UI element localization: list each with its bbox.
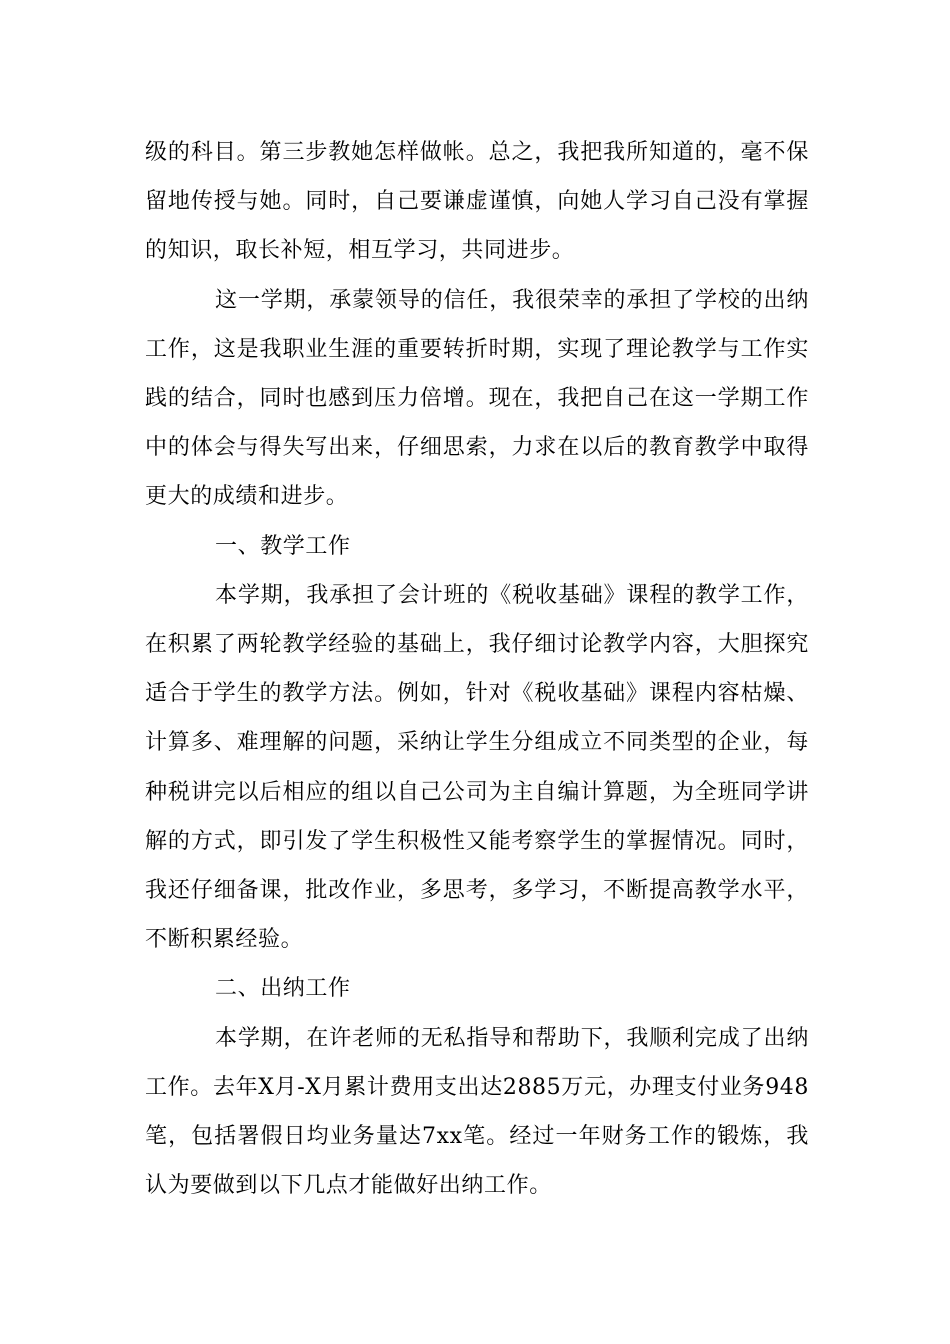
paragraph-intro: 这一学期，承蒙领导的信任，我很荣幸的承担了学校的出纳工作，这是我职业生涯的重要转折时期，实现了理论教学与工作实践的结合，同时也感到压力倍增。现在，我把自己在这一学期工作中的体会与得失写出来，仔细思索，力求在以后的教育教学中取得更大的成绩和进步。 xyxy=(145,287,809,510)
paragraph-cashier: 本学期，在许老师的无私指导和帮助下，我顺利完成了出纳工作。去年X月-X月累计费用支出达2885万元，办理支付业务948笔，包括署假日均业务量达7xx笔。经过一年财务工作的锻炼，我认为要做到以下几点才能做好出纳工作。 xyxy=(145,1025,809,1199)
section-heading-teaching: 一、教学工作 xyxy=(215,533,351,559)
paragraph-teaching: 本学期，我承担了会计班的《税收基础》课程的教学工作，在积累了两轮教学经验的基础上，我仔细讨论教学内容，大胆探究适合于学生的教学方法。例如，针对《税收基础》课程内容枯燥、计算多、难理解的问题，采纳让学生分组成立不同类型的企业，每种税讲完以后相应的组以自己公司为主自编计算题，为全班同学讲解的方式，即引发了学生积极性又能考察学生的掌握情况。同时，我还仔细备课，批改作业，多思考，多学习，不断提高教学水平，不断积累经验。 xyxy=(145,582,809,953)
paragraph-continuation: 级的科目。第三步教她怎样做帐。总之，我把我所知道的，毫不保留地传授与她。同时，自己要谦虚谨慎，向她人学习自己没有掌握的知识，取长补短，相互学习，共同进步。 xyxy=(145,140,809,264)
document-body xyxy=(145,128,809,1210)
section-heading-cashier: 二、出纳工作 xyxy=(215,976,351,1002)
